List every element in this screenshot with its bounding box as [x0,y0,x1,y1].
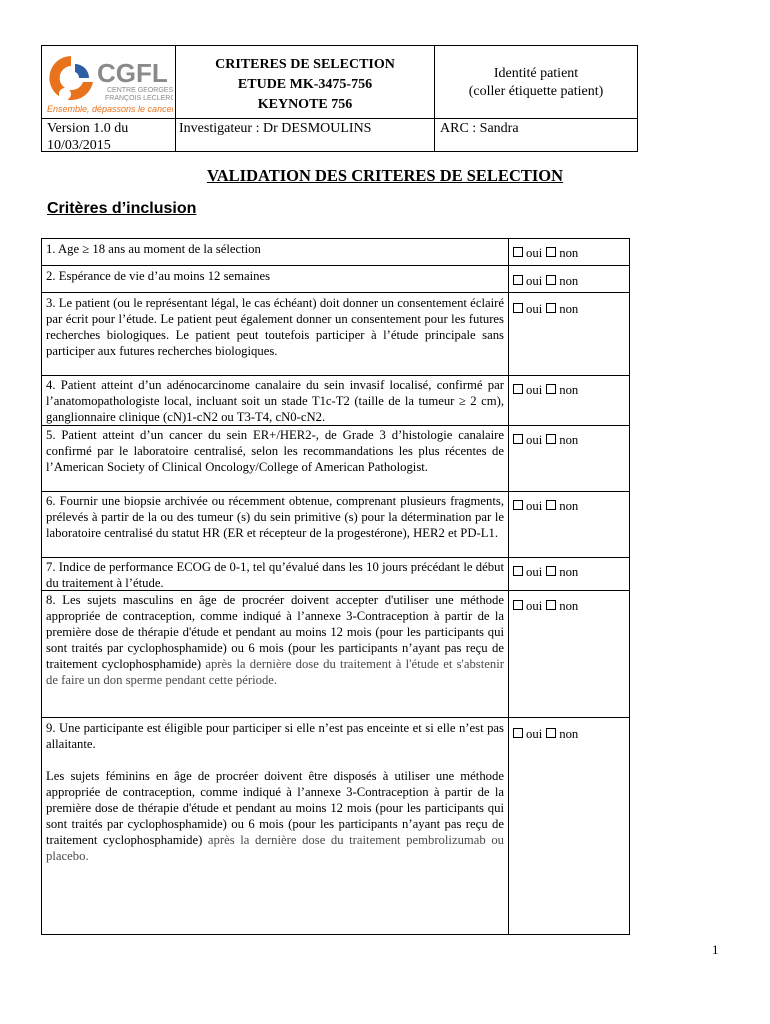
criterion-5-yes-checkbox[interactable] [513,434,523,444]
criterion-1-no-checkbox[interactable] [546,247,556,257]
patient-identity-label: Identité patient [493,66,579,81]
criterion-5-no-checkbox[interactable] [546,434,556,444]
criterion-4-no-checkbox[interactable] [546,384,556,394]
criterion-3-yes-checkbox[interactable] [513,303,523,313]
criterion-6-yes-checkbox[interactable] [513,500,523,510]
criterion-1-yes-checkbox[interactable] [513,247,523,257]
criterion-1-answer: oui non [513,245,578,261]
inclusion-criteria-table [41,238,630,935]
criterion-5-answer: oui non [513,432,578,448]
criterion-4-yes-checkbox[interactable] [513,384,523,394]
investigator: Investigateur : Dr DESMOULINS [179,121,372,136]
criterion-9-yes-checkbox[interactable] [513,728,523,738]
svg-text:CENTRE GEORGES: CENTRE GEORGES [107,87,173,94]
criterion-2-answer: oui non [513,273,578,289]
svg-text:Ensemble, dépassons le cancer: Ensemble, dépassons le cancer [47,104,173,114]
arc-name: ARC : Sandra [440,121,519,136]
patient-label-hint: (coller étiquette patient) [468,84,604,99]
study-title [175,55,435,115]
criterion-5: 5. Patient atteint d’un cancer du sein ER+/HER2-, de Grade 3 d’histologie canalaire confirmé par le laboratoire centralisé, selon les recommandations les plus récentes de l’American Society of Clinical Oncology/College of American Pathologist. [46,428,504,474]
header-table [41,45,638,152]
criterion-3-no-checkbox[interactable] [546,303,556,313]
svg-text:CGFL: CGFL [97,58,168,88]
page-number: 1 [712,942,719,957]
criterion-8-no-checkbox[interactable] [546,600,556,610]
criterion-4-answer: oui non [513,382,578,398]
criterion-9: 9. Une participante est éligible pour participer si elle n’est pas enceinte et si elle n’est pas allaitante. Les sujets féminins en âge de procréer doivent être disposés à utiliser une méthode appropriée de contraception, comme indiqué à l’annexe 3-Contraception à partir de la première dose de thérapie d'étude et pendant au moins 12 mois (pour les participants qui sont traités par cyclophosphamide) ou 6 mois (pour les participants n’ayant pas reçu de traitement cyclophosphamide) après la dernière dose du traitement pembrolizumab ou placebo. [46,721,505,863]
criterion-3-answer: oui non [513,301,578,317]
page-title: VALIDATION DES CRITERES DE SELECTION [206,166,564,185]
title-line-1: CRITERES DE SELECTION [215,57,395,72]
title-line-3: KEYNOTE 756 [257,97,353,112]
criterion-2-no-checkbox[interactable] [546,275,556,285]
criterion-8-answer: oui non [513,598,578,614]
criterion-8-grey-text: après la dernière dose du traitement à l'étude et s'abstenir de faire un don sperme pendant cette période. [46,657,504,687]
criterion-8: 8. Les sujets masculins en âge de procréer doivent accepter d'utiliser une méthode appropriée de contraception, comme indiqué à l’annexe 3-Contraception à partir de la première dose de thérapie d'étude et pendant au moins 12 mois (pour les participants qui sont traités par cyclophosphamide) ou 6 mois (pour les participants n’ayant pas reçu de traitement cyclophosphamide) après la dernière dose du traitement à l'étude et s'abstenir de faire un don sperme pendant cette période. [46,593,504,687]
criterion-2: 2. Espérance de vie d’au moins 12 semaines [46,269,271,283]
criterion-2-yes-checkbox[interactable] [513,275,523,285]
criterion-3: 3. Le patient (ou le représentant légal, le cas échéant) doit donner un consentement éclairé par écrit pour l’étude. Le patient peut également donner un consentement pour les futures recherches biologiques. Le patient peut toutefois participer à l’étude principale sans participer aux futures recherches biologiques. [46,296,504,358]
criterion-6-answer: oui non [513,498,578,514]
criterion-8-yes-checkbox[interactable] [513,600,523,610]
title-line-2: ETUDE MK-3475-756 [237,77,373,92]
section-title-inclusion: Critères d’inclusion [47,200,197,217]
criterion-4: 4. Patient atteint d’un adénocarcinome canalaire du sein invasif localisé, confirmé par l’anatomopathologiste local, incluant soit un stade T1c-T2 (taille de la tumeur ≥ 2 cm), ganglionnaire clinique (cN)1-cN2 ou T3-T4, cN0-cN2. [46,378,504,424]
patient-identity-cell[interactable] [436,65,636,101]
criterion-7-answer: oui non [513,564,578,580]
cgfl-logo [45,50,173,116]
svg-text:FRANÇOIS LECLERC: FRANÇOIS LECLERC [105,95,173,102]
version-info: Version 1.0 du 10/03/2015 [47,121,129,153]
criterion-7-no-checkbox[interactable] [546,566,556,576]
criterion-9-no-checkbox[interactable] [546,728,556,738]
criterion-9-answer: oui non [513,726,578,742]
criterion-6: 6. Fournir une biopsie archivée ou récemment obtenue, comprenant plusieurs fragments, prélevés à partir de la ou des tumeur (s) du sein primitive (s) pour la détermination par le laboratoire centralisé du statut HR (ER et récepteur de la progestérone), HER2 et PD-L1. [46,494,504,540]
criterion-6-no-checkbox[interactable] [546,500,556,510]
criterion-7: 7. Indice de performance ECOG de 0-1, tel qu’évalué dans les 10 jours précédant le début du traitement à l’étude. [46,560,504,590]
criterion-9-grey-text: après la dernière dose du traitement pembrolizumab ou placebo. [46,833,505,863]
criterion-7-yes-checkbox[interactable] [513,566,523,576]
criterion-1: 1. Age ≥ 18 ans au moment de la sélection [46,242,261,256]
